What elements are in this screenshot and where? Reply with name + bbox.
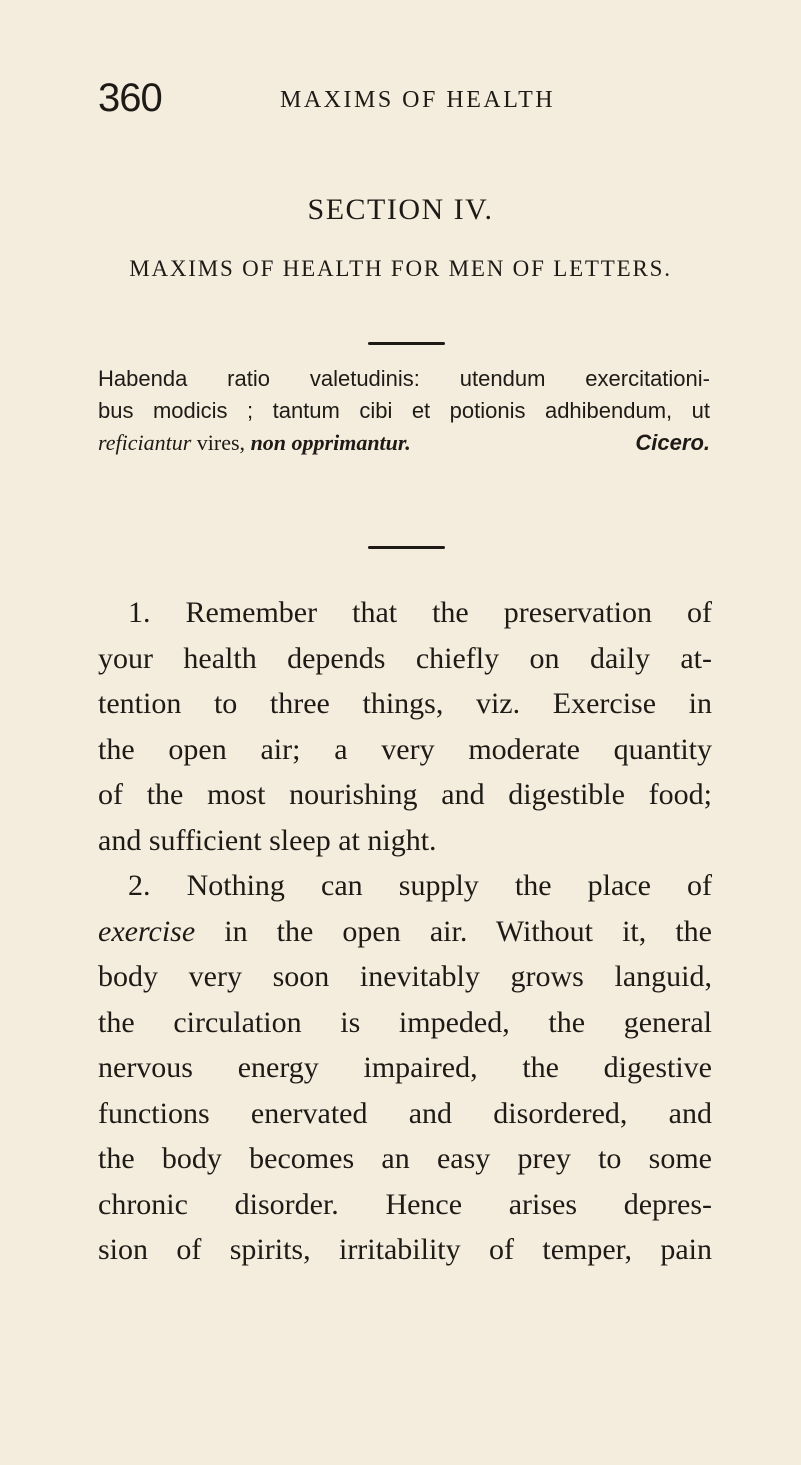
text-line: 1. Remember that the preservation of [128, 596, 712, 629]
section-subtitle: MAXIMS OF HEALTH FOR MEN OF LETTERS. [129, 256, 672, 281]
epigraph-quote-end [98, 427, 411, 459]
divider-rule-top [368, 342, 445, 345]
text-line: 2. Nothing can supply the place of [128, 869, 712, 902]
text-line [98, 909, 712, 955]
text-line: functions enervated and disordered, and [98, 1096, 712, 1130]
running-title: MAXIMS OF HEALTH [280, 87, 556, 113]
text-line: chronic disorder. Hence arises depres- [98, 1187, 712, 1221]
epigraph-line: Habenda ratio valetudinis: utendum exercitationi- [98, 366, 710, 391]
page-number: 360 [98, 76, 162, 120]
epigraph-line [98, 427, 710, 459]
epigraph-emphasis: non opprimantur. [250, 430, 411, 455]
divider-rule-bottom [368, 546, 445, 549]
text-line: and sufficient sleep at night. [98, 823, 437, 857]
epigraph [98, 363, 710, 459]
text-line: body very soon inevitably grows languid, [98, 960, 712, 993]
epigraph-line: bus modicis ; tantum cibi et potionis adhibendum, ut [98, 398, 710, 423]
epigraph-italic-word: reficiantur [98, 430, 192, 455]
text-line: the body becomes an easy prey to some [98, 1142, 712, 1175]
text-line: the open air; a very moderate quantity [98, 732, 712, 766]
text-line: nervous energy impaired, the digestive [98, 1051, 712, 1084]
running-head [98, 74, 698, 122]
text-line: your health depends chiefly on daily at- [98, 641, 712, 675]
epigraph-attribution: Cicero. [635, 430, 710, 455]
text-line: of the most nourishing and digestible food; [98, 778, 712, 811]
body-text [98, 590, 712, 1273]
epigraph-plain-text: vires, [191, 430, 251, 455]
text-line-rest: in the open air. Without it, the [195, 914, 712, 948]
text-line: tention to three things, viz. Exercise in [98, 687, 712, 720]
text-line: sion of spirits, irritability of temper, pain [98, 1233, 712, 1266]
section-heading: SECTION IV. [307, 193, 494, 226]
text-line: the circulation is impeded, the general [98, 1005, 712, 1039]
emphasis-word: exercise [98, 914, 196, 948]
